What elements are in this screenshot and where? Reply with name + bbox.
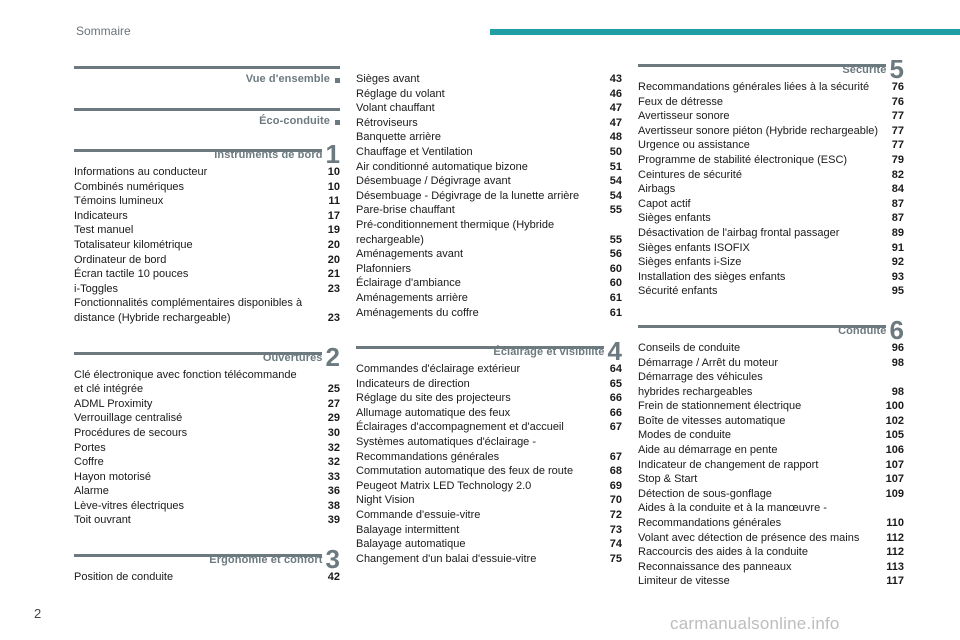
toc-entry[interactable] — [74, 470, 340, 485]
toc-entry-page: 39 — [327, 514, 340, 527]
toc-entry[interactable] — [638, 385, 904, 400]
toc-entry-title: Recommandations générales — [638, 517, 782, 530]
toc-list — [356, 362, 622, 566]
toc-entry-page: 20 — [327, 253, 340, 266]
toc-entry[interactable] — [356, 145, 622, 160]
toc-entry-title: Lève-vitres électriques — [74, 499, 185, 512]
toc-entry[interactable] — [74, 570, 340, 585]
toc-entry-title: Écran tactile 10 pouces — [74, 268, 189, 281]
toc-entry[interactable] — [638, 211, 904, 226]
toc-entry-title: Feux de détresse — [638, 95, 723, 108]
toc-entry[interactable] — [74, 209, 340, 224]
toc-entry-page: 66 — [609, 392, 622, 405]
toc-entry-title: Frein de stationnement électrique — [638, 400, 802, 413]
section-eclairage[interactable] — [356, 336, 622, 367]
toc-entry[interactable] — [638, 487, 904, 502]
toc-entry-page: 19 — [327, 224, 340, 237]
toc-entry-page: 10 — [327, 180, 340, 193]
toc-entry-title: Coffre — [74, 456, 104, 469]
column-1 — [74, 66, 340, 585]
toc-entry[interactable] — [356, 435, 622, 450]
section-vue-ensemble[interactable] — [74, 66, 340, 85]
toc-entry-title: distance (Hybride rechargeable) — [74, 311, 231, 324]
toc-entry[interactable] — [356, 552, 622, 567]
toc-entry[interactable] — [356, 508, 622, 523]
toc-entry-page: 50 — [609, 145, 622, 158]
toc-entry-title: rechargeable) — [356, 233, 424, 246]
toc-entry-title: Réglage du volant — [356, 87, 445, 100]
toc-entry[interactable] — [74, 499, 340, 514]
toc-entry-title: Indicateur de changement de rapport — [638, 458, 819, 471]
toc-entry-title: Air conditionné automatique bizone — [356, 160, 528, 173]
toc-entry-title: Hayon motorisé — [74, 470, 152, 483]
toc-entry-page: 112 — [886, 531, 904, 544]
toc-entry-title: Limiteur de vitesse — [638, 575, 730, 588]
toc-entry-page: 69 — [609, 479, 622, 492]
toc-entry[interactable] — [638, 226, 904, 241]
toc-entry[interactable] — [638, 501, 904, 516]
toc-entry-page: 70 — [609, 494, 622, 507]
toc-entry-title: Désembuage / Dégivrage avant — [356, 175, 511, 188]
section-title: Vue d'ensemble — [245, 73, 330, 85]
toc-entry[interactable] — [356, 87, 622, 102]
toc-entry[interactable] — [638, 443, 904, 458]
toc-entry[interactable] — [356, 377, 622, 392]
square-bullet-icon — [335, 78, 340, 83]
toc-entry[interactable] — [356, 233, 622, 248]
toc-entry-page: 110 — [886, 517, 904, 530]
toc-entry-page: 36 — [327, 485, 340, 498]
section-title: Conduite — [838, 324, 887, 337]
toc-entry-title: Plafonniers — [356, 262, 412, 275]
section-ouvertures[interactable] — [74, 341, 340, 372]
section-title: Éco-conduite — [259, 115, 330, 127]
toc-entry-page: 93 — [891, 270, 904, 283]
toc-entry-title: Procédures de secours — [74, 426, 188, 439]
column-3 — [638, 54, 904, 589]
toc-entry-title: Pare-brise chauffant — [356, 204, 455, 217]
toc-entry-page: 117 — [886, 575, 904, 588]
toc-entry-title: Démarrage / Arrêt du moteur — [638, 356, 779, 369]
toc-entry-title: Commande d'essuie-vitre — [356, 509, 481, 522]
toc-entry[interactable] — [356, 291, 622, 306]
toc-entry-title: Volant chauffant — [356, 102, 435, 115]
toc-entry-page: 73 — [609, 523, 622, 536]
toc-entry-title: Aide au démarrage en pente — [638, 444, 778, 457]
toc-entry[interactable] — [638, 472, 904, 487]
toc-entry-title: Systèmes automatiques d'éclairage - — [356, 436, 537, 449]
toc-entry-page: 87 — [891, 212, 904, 225]
toc-entry[interactable] — [356, 203, 622, 218]
toc-entry-title: Airbags — [638, 183, 676, 196]
toc-entry-title: Reconnaissance des panneaux — [638, 560, 792, 573]
toc-entry-title: Night Vision — [356, 494, 415, 507]
toc-entry-page: 47 — [609, 102, 622, 115]
toc-entry-title: Éclairage d'ambiance — [356, 277, 461, 290]
toc-entry-page: 106 — [885, 444, 904, 457]
toc-entry-title: Pré-conditionnement thermique (Hybride — [356, 218, 555, 231]
toc-list — [638, 80, 904, 299]
toc-entry[interactable] — [356, 262, 622, 277]
toc-entry[interactable] — [74, 165, 340, 180]
toc-entry-title: Réglage du site des projecteurs — [356, 392, 511, 405]
toc-entry-title: Position de conduite — [74, 571, 174, 584]
toc-entry-page: 11 — [328, 195, 340, 208]
toc-entry-title: Chauffage et Ventilation — [356, 145, 473, 158]
section-rule — [74, 66, 340, 69]
toc-entry-title: i-Toggles — [74, 282, 119, 295]
section-rule — [74, 108, 340, 111]
toc-entry-title: Sièges enfants i-Size — [638, 256, 742, 269]
toc-entry-page: 82 — [891, 168, 904, 181]
toc-entry[interactable] — [74, 484, 340, 499]
toc-entry[interactable] — [638, 138, 904, 153]
toc-entry-title: Recommandations générales liées à la sécurité — [638, 81, 870, 93]
toc-entry-title: Désembuage - Dégivrage de la lunette arrière — [356, 189, 580, 202]
toc-entry[interactable] — [356, 493, 622, 508]
toc-entry[interactable] — [74, 282, 340, 297]
section-conduite[interactable] — [638, 314, 904, 345]
toc-entry-page: 77 — [891, 110, 904, 123]
toc-entry-page: 32 — [327, 441, 340, 454]
toc-entry-page: 113 — [886, 560, 904, 573]
toc-entry-title: Peugeot Matrix LED Technology 2.0 — [356, 479, 532, 492]
toc-entry[interactable] — [74, 455, 340, 470]
toc-entry-title: Commutation automatique des feux de route — [356, 465, 574, 478]
toc-entry-title: Éclairages d'accompagnement et d'accueil — [356, 421, 564, 434]
toc-entry[interactable] — [638, 270, 904, 285]
toc-entry-title: Allumage automatique des feux — [356, 406, 511, 419]
section-instruments[interactable] — [74, 139, 340, 169]
toc-entry-page: 100 — [885, 400, 904, 413]
section-number: 3 — [325, 544, 340, 575]
toc-entry-title: ADML Proximity — [74, 397, 153, 410]
toc-entry-page: 68 — [609, 465, 622, 478]
toc-entry[interactable] — [638, 109, 904, 124]
toc-list — [74, 165, 340, 326]
toc-entry[interactable] — [356, 101, 622, 116]
toc-entry-title: Sièges avant — [356, 73, 420, 85]
toc-entry-page: 20 — [327, 238, 340, 251]
section-ergonomie[interactable] — [74, 544, 340, 575]
toc-entry[interactable] — [638, 255, 904, 270]
section-securite[interactable] — [638, 54, 904, 84]
toc-entry-title: Ceintures de sécurité — [638, 168, 742, 181]
toc-entry-page: 29 — [327, 412, 340, 425]
toc-entry-title: Sièges enfants — [638, 212, 711, 225]
toc-entry-page: 96 — [891, 341, 904, 354]
toc-entry-page: 23 — [327, 311, 340, 324]
toc-entry-page: 91 — [891, 241, 904, 254]
toc-entry-page: 48 — [609, 131, 622, 144]
toc-entry-title: Détection de sous-gonflage — [638, 487, 772, 500]
toc-entry-page: 51 — [609, 160, 622, 173]
toc-entry[interactable] — [638, 168, 904, 183]
toc-entry[interactable] — [356, 218, 622, 233]
toc-entry[interactable] — [356, 523, 622, 538]
toc-entry-title: Raccourcis des aides à la conduite — [638, 546, 808, 559]
toc-entry-title: Boîte de vitesses automatique — [638, 414, 786, 427]
toc-entry[interactable] — [356, 160, 622, 175]
toc-entry[interactable] — [638, 356, 904, 371]
toc-entry[interactable] — [638, 153, 904, 168]
toc-entry-page: 54 — [609, 175, 622, 188]
toc-entry-page: 76 — [891, 95, 904, 108]
toc-entry-page: 38 — [327, 499, 340, 512]
toc-list — [74, 368, 340, 529]
toc-entry-title: Changement d'un balai d'essuie-vitre — [356, 552, 537, 565]
toc-entry[interactable] — [638, 516, 904, 531]
toc-entry[interactable] — [356, 479, 622, 494]
toc-entry-page: 105 — [885, 429, 904, 442]
toc-entry-page: 92 — [891, 256, 904, 269]
toc-entry[interactable] — [356, 450, 622, 465]
toc-entry[interactable] — [638, 284, 904, 299]
toc-entry-page: 98 — [891, 356, 904, 369]
toc-entry-page: 43 — [609, 73, 622, 85]
toc-entry-title: Balayage automatique — [356, 538, 466, 551]
toc-entry-title: Verrouillage centralisé — [74, 412, 183, 425]
toc-entry-title: et clé intégrée — [74, 383, 144, 396]
toc-entry-title: Toit ouvrant — [74, 514, 131, 527]
toc-entry-title: Balayage intermittent — [356, 523, 460, 536]
toc-entry-page: 95 — [891, 285, 904, 298]
toc-entry-title: Conseils de conduite — [638, 341, 741, 354]
toc-list — [638, 341, 904, 589]
toc-entry-page: 67 — [609, 421, 622, 434]
toc-entry[interactable] — [74, 441, 340, 456]
toc-entry-page: 17 — [327, 209, 340, 222]
toc-entry-title: Aménagements avant — [356, 248, 464, 261]
toc-entry-page: 107 — [885, 458, 904, 471]
toc-entry[interactable] — [74, 382, 340, 397]
toc-entry[interactable] — [74, 194, 340, 209]
toc-entry-page: 72 — [609, 509, 622, 522]
toc-entry-title: Sièges enfants ISOFIX — [638, 241, 750, 254]
toc-entry-title: Stop & Start — [638, 473, 698, 486]
toc-entry-title: Démarrage des véhicules — [638, 371, 763, 384]
toc-entry-page: 112 — [886, 546, 904, 559]
toc-entry[interactable] — [74, 397, 340, 412]
toc-entry-title: Aides à la conduite et à la manœuvre - — [638, 502, 827, 515]
toc-entry[interactable] — [638, 458, 904, 473]
toc-entry-title: Clé électronique avec fonction télécommande — [74, 368, 297, 381]
toc-entry-page: 10 — [327, 166, 340, 178]
section-title: Éclairage et visibilité — [493, 346, 605, 359]
toc-entry-title: Avertisseur sonore — [638, 110, 730, 123]
toc-entry-title: Désactivation de l'airbag frontal passager — [638, 226, 840, 239]
toc-entry[interactable] — [74, 238, 340, 253]
toc-entry-page: 61 — [609, 306, 622, 319]
toc-entry[interactable] — [74, 296, 340, 311]
toc-entry-title: Volant avec détection de présence des mains — [638, 531, 860, 544]
column-2 — [356, 72, 622, 566]
toc-entry-page: 54 — [609, 189, 622, 202]
toc-entry-page: 61 — [609, 291, 622, 304]
toc-entry-page: 47 — [609, 116, 622, 129]
toc-entry-page: 30 — [327, 426, 340, 439]
toc-entry[interactable] — [74, 267, 340, 282]
toc-entry-title: Aménagements arrière — [356, 291, 468, 304]
toc-entry[interactable] — [356, 362, 622, 377]
toc-entry[interactable] — [638, 182, 904, 197]
toc-entry[interactable] — [356, 464, 622, 479]
toc-entry[interactable] — [638, 241, 904, 256]
toc-entry[interactable] — [638, 574, 904, 589]
toc-entry-title: Ordinateur de bord — [74, 253, 167, 266]
toc-entry[interactable] — [356, 406, 622, 421]
toc-entry-title: Portes — [74, 441, 106, 454]
toc-entry-page: 67 — [609, 450, 622, 463]
toc-entry-page: 102 — [885, 414, 904, 427]
toc-entry[interactable] — [356, 247, 622, 262]
toc-entry-page: 87 — [891, 197, 904, 210]
section-title: Sécurité — [842, 64, 887, 76]
toc-entry-title: Installation des sièges enfants — [638, 270, 786, 283]
toc-list — [356, 72, 622, 320]
section-eco-conduite[interactable] — [74, 108, 340, 127]
toc-entry-title: Modes de conduite — [638, 429, 731, 442]
square-bullet-icon — [335, 120, 340, 125]
toc-entry-title: Avertisseur sonore piéton (Hybride rechargeable) — [638, 124, 879, 137]
toc-entry-page: 55 — [609, 204, 622, 217]
toc-entry-title: hybrides rechargeables — [638, 385, 753, 398]
toc-entry[interactable] — [74, 253, 340, 268]
running-header: Sommaire — [76, 24, 131, 38]
toc-entry[interactable] — [638, 399, 904, 414]
toc-entry-title: Banquette arrière — [356, 131, 441, 144]
toc-entry[interactable] — [74, 513, 340, 528]
toc-entry-page: 46 — [609, 87, 622, 100]
toc-entry-page: 66 — [609, 406, 622, 419]
watermark: carmanualsonline.info — [670, 614, 840, 633]
toc-entry-title: Indicateurs de direction — [356, 377, 470, 390]
toc-entry-page: 42 — [327, 571, 340, 584]
toc-entry-page: 74 — [609, 538, 622, 551]
section-number: 6 — [889, 314, 904, 345]
toc-entry-page: 23 — [327, 282, 340, 295]
page-number: 2 — [34, 606, 42, 621]
toc-entry-page: 109 — [885, 487, 904, 500]
toc-entry[interactable] — [638, 197, 904, 212]
toc-entry[interactable] — [638, 124, 904, 139]
toc-entry[interactable] — [356, 174, 622, 189]
section-number: 2 — [325, 341, 340, 372]
section-title: Ergonomie et confort — [209, 554, 323, 567]
toc-entry-page: 84 — [891, 183, 904, 196]
toc-entry-title: Programme de stabilité électronique (ESC) — [638, 153, 848, 166]
toc-entry-page: 98 — [891, 385, 904, 398]
toc-entry-title: Aménagements du coffre — [356, 306, 479, 319]
toc-entry-title: Sécurité enfants — [638, 285, 718, 298]
toc-entry-title: Alarme — [74, 485, 109, 498]
toc-entry[interactable] — [638, 95, 904, 110]
toc-entry-title: Témoins lumineux — [74, 195, 164, 208]
section-title: Instruments de bord — [214, 149, 323, 161]
toc-entry-title: Fonctionnalités complémentaires disponibles à — [74, 297, 303, 310]
toc-entry[interactable] — [74, 180, 340, 195]
toc-entry-title: Capot actif — [638, 197, 691, 210]
section-title: Ouvertures — [262, 351, 323, 364]
toc-entry-page: 60 — [609, 277, 622, 290]
toc-entry[interactable] — [74, 311, 340, 326]
toc-entry-title: Recommandations générales — [356, 450, 500, 463]
toc-entry-page: 55 — [609, 233, 622, 246]
toc-entry-page: 21 — [327, 268, 340, 281]
toc-entry[interactable] — [638, 545, 904, 560]
toc-entry[interactable] — [638, 80, 904, 95]
toc-entry-title: Urgence ou assistance — [638, 139, 750, 152]
toc-entry[interactable] — [638, 341, 904, 356]
toc-entry-title: Test manuel — [74, 224, 134, 237]
toc-entry[interactable] — [356, 537, 622, 552]
toc-entry-page: 65 — [609, 377, 622, 390]
toc-entry-page: 33 — [327, 470, 340, 483]
toc-entry-page: 64 — [609, 363, 622, 376]
toc-entry-page: 76 — [891, 81, 904, 93]
toc-entry[interactable] — [356, 306, 622, 321]
toc-entry-page: 107 — [885, 473, 904, 486]
toc-entry[interactable] — [74, 411, 340, 426]
toc-entry-title: Rétroviseurs — [356, 116, 418, 129]
toc-entry-title: Commandes d'éclairage extérieur — [356, 363, 521, 376]
toc-entry-title: Informations au conducteur — [74, 166, 208, 178]
toc-entry[interactable] — [638, 428, 904, 443]
toc-entry-page: 89 — [891, 226, 904, 239]
toc-entry[interactable] — [74, 223, 340, 238]
toc-entry-page: 75 — [609, 552, 622, 565]
toc-entry-page: 32 — [327, 456, 340, 469]
toc-entry[interactable] — [638, 370, 904, 385]
section-number: 4 — [607, 336, 622, 367]
section-number: 1 — [325, 139, 340, 169]
toc-entry[interactable] — [356, 391, 622, 406]
toc-entry[interactable] — [356, 130, 622, 145]
toc-entry[interactable] — [638, 531, 904, 546]
toc-entry-page: 77 — [891, 124, 904, 137]
toc-entry[interactable] — [74, 426, 340, 441]
toc-entry-page: 27 — [327, 397, 340, 410]
toc-entry[interactable] — [638, 560, 904, 575]
toc-entry-title: Totalisateur kilométrique — [74, 238, 193, 251]
toc-entry[interactable] — [356, 420, 622, 435]
toc-entry[interactable] — [356, 189, 622, 204]
toc-entry-page: 25 — [327, 383, 340, 396]
toc-entry-title: Indicateurs — [74, 209, 128, 222]
toc-entry-page: 60 — [609, 262, 622, 275]
toc-entry[interactable] — [356, 72, 622, 87]
toc-entry[interactable] — [74, 368, 340, 383]
toc-entry-page: 56 — [609, 248, 622, 261]
header-accent-bar — [490, 29, 960, 35]
toc-entry-page: 77 — [891, 139, 904, 152]
toc-entry-title: Combinés numériques — [74, 180, 185, 193]
section-number: 5 — [889, 54, 904, 84]
toc-list — [74, 570, 340, 585]
toc-entry-page: 79 — [891, 153, 904, 166]
toc-entry[interactable] — [638, 414, 904, 429]
toc-entry[interactable] — [356, 276, 622, 291]
toc-entry[interactable] — [356, 116, 622, 131]
